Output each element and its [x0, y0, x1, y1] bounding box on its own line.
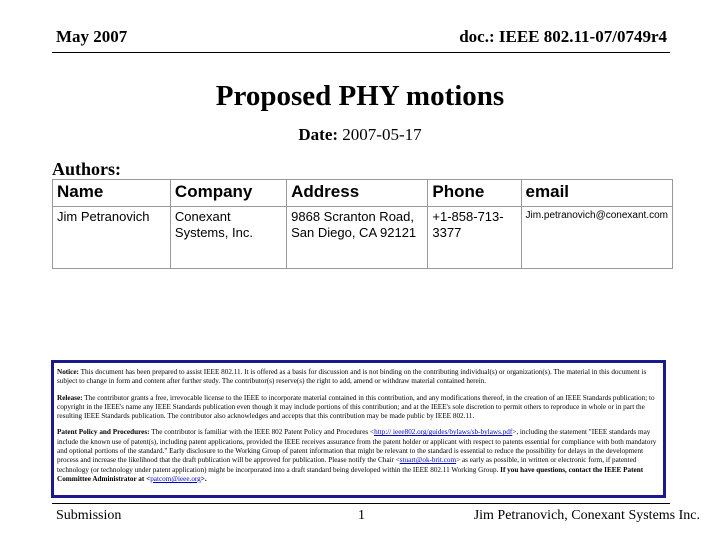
- release-text: The contributor grants a free, irrevocable license to the IEEE to incorporate material contained in this contribution, and any modifications thereof, in the creation of an IEEE Standards publication; to copyright in the IEEE's name any IEEE Standards publication even though it may include portions of this contribution; and at the IEEE's sole discretion to permit others to reproduce in whole or in part the resulting IEEE Standards publication. The contributor also acknowledges and accepts that this contribution may be made public by IEEE 802.11.: [57, 393, 655, 421]
- footer-rule: [52, 503, 670, 504]
- col-header-address: Address: [287, 180, 428, 207]
- authors-table: [52, 179, 673, 269]
- notice-paragraph: [57, 368, 663, 387]
- footer-author: Jim Petranovich, Conexant Systems Inc.: [473, 508, 700, 523]
- notice-text: This document has been prepared to assist IEEE 802.11. It is offered as a basis for discussion and is not binding on the contributing individual(s) or organization(s). The material in this document is subject to change in form and content after further study. The contributor(s) reserve(s) the right to add, amend or withdraw material contained herein.: [57, 368, 647, 386]
- patent-end: >.: [200, 474, 207, 483]
- table-row: [53, 207, 673, 269]
- col-header-phone: Phone: [428, 180, 521, 207]
- header-rule: [52, 52, 670, 53]
- slide-title: Proposed PHY motions: [215, 80, 505, 112]
- authors-heading: Authors:: [52, 159, 122, 179]
- author-company: Conexant Systems, Inc.: [170, 207, 286, 269]
- author-phone: +1-858-713-3377: [428, 207, 521, 269]
- release-paragraph: [57, 394, 663, 422]
- header-date: May 2007: [56, 27, 128, 46]
- patcom-email-link[interactable]: patcom@ieee.org: [150, 474, 201, 483]
- bylaws-link[interactable]: http:// ieee802.org/guides/bylaws/sb-bylaws.pdf: [374, 428, 513, 437]
- footer-submission: Submission: [56, 508, 122, 523]
- patent-text-a: The contributor is familiar with the IEEE 802 Patent Policy and Procedures <: [151, 428, 375, 437]
- author-name: Jim Petranovich: [53, 207, 171, 269]
- author-email: Jim.petranovich@conexant.com: [521, 207, 672, 269]
- notice-box: [51, 360, 666, 498]
- col-header-email: email: [521, 180, 672, 207]
- patent-text-b: >, including the statement "IEEE standards may include the known use of patent(s), including patent applications, provided the IEEE receives assurance from the patent holder or applicant with respect to patents essential for compliance with both mandatory and optional portions of the standard." Early disclosure to the Working Group of patent information that might be relevant to the standard is essential to reduce the possibility for delays in the development process and increase the likelihood that the draft publication will be approved for publication. Please notify the Chair <: [57, 428, 657, 465]
- patent-paragraph: [57, 428, 663, 484]
- patent-label: Patent Policy and Procedures:: [57, 428, 150, 437]
- col-header-company: Company: [170, 180, 286, 207]
- table-header-row: [53, 180, 673, 207]
- date-line: [0, 125, 720, 145]
- patent-contact-text: If you have questions, contact the IEEE Patent Committee Administrator at <: [57, 465, 644, 483]
- notice-label: Notice:: [57, 368, 79, 376]
- release-label: Release:: [57, 393, 83, 402]
- date-value: 2007-05-17: [342, 125, 422, 144]
- header-doc-id: doc.: IEEE 802.11-07/0749r4: [459, 27, 667, 46]
- patent-text-c: > as early as possible, in written or electronic form, if patented technology (or technology under patent application) might be incorporated into a draft standard being developed within the IEEE 802.11 Working Group.: [57, 456, 637, 474]
- col-header-name: Name: [53, 180, 171, 207]
- date-label: Date:: [298, 125, 339, 144]
- chair-email-link[interactable]: stuart@ok-brit.com: [399, 456, 457, 465]
- author-address: 9868 Scranton Road, San Diego, CA 92121: [287, 207, 428, 269]
- footer-page-number: 1: [358, 508, 365, 523]
